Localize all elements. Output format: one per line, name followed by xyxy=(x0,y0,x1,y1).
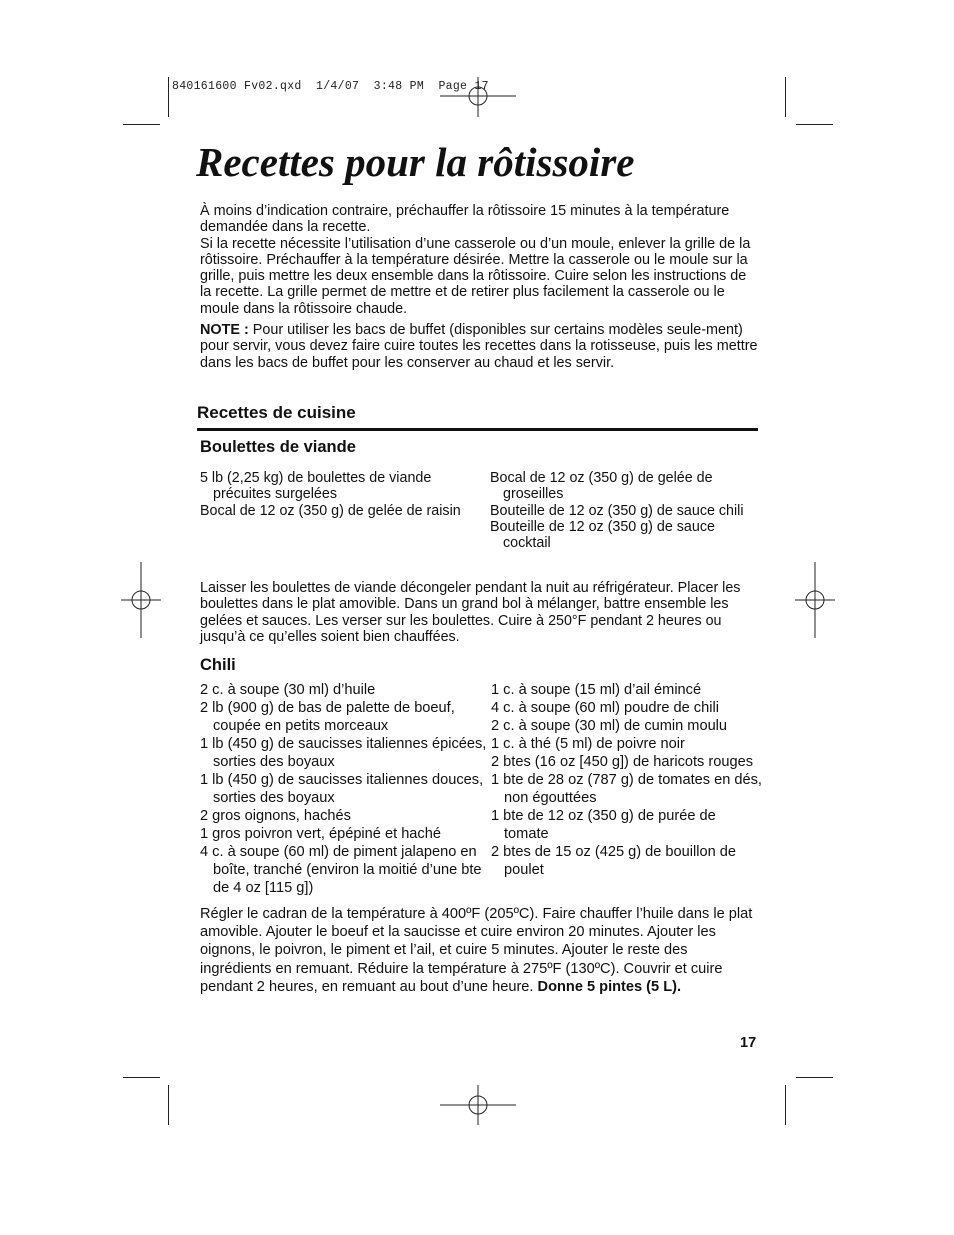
note-label: NOTE : xyxy=(200,322,249,339)
ingredient-item: 4 c. à soupe (60 ml) de piment jalapeno en boîte, tranché (environ la moitié d’une bte de 4 oz [115 g]) xyxy=(200,844,482,896)
instructions-chili xyxy=(200,905,760,996)
page-number: 17 xyxy=(740,1035,757,1051)
ingredient-item: 2 lb (900 g) de bas de palette de boeuf, coupée en petits morceaux xyxy=(200,700,455,734)
ingredient-item: Bouteille de 12 oz (350 g) de sauce cocktail xyxy=(490,518,715,552)
registration-mark-right-icon xyxy=(795,562,835,638)
ingredient-item: 4 c. à soupe (60 ml) poudre de chili xyxy=(491,700,719,716)
ingredient-item: 2 btes de 15 oz (425 g) de bouillon de poulet xyxy=(491,844,737,878)
ingredient-item: 2 gros oignons, hachés xyxy=(200,808,351,824)
note-text: Pour utiliser les bacs de buffet (disponibles sur certains modèles seule-ment) pour servir, vous devez faire cuire toutes les recettes dans la rotisseuse, puis les mettre dans les bacs de buffet pour les conserver au chaud et les servir. xyxy=(200,322,758,371)
ingredient-item: 1 lb (450 g) de saucisses italiennes épicées, sorties des boyaux xyxy=(200,736,487,770)
ingredients-left-chili xyxy=(200,681,492,897)
registration-mark-bottom-icon xyxy=(440,1085,516,1125)
ingredients-right-chili xyxy=(491,681,763,879)
ingredient-item: 1 lb (450 g) de saucisses italiennes douces, sorties des boyaux xyxy=(200,772,484,806)
ingredient-item: 1 bte de 28 oz (787 g) de tomates en dés, non égouttées xyxy=(491,772,762,806)
intro xyxy=(200,203,760,371)
ingredient-item: 1 gros poivron vert, épépiné et haché xyxy=(200,826,441,842)
ingredient-item: Bouteille de 12 oz (350 g) de sauce chili xyxy=(490,502,744,519)
registration-mark-left-icon xyxy=(121,562,161,638)
intro-paragraph-pan: Si la recette nécessite l’utilisation d’une casserole ou d’un moule, enlever la grille de la rôtissoire. Préchauffer à la température désirée. Mettre la casserole ou le moule sur la grille, puis mettre les deux ensemble dans la rôtissoire. Cuire selon les instructions de la recette. La grille permet de mettre et de retirer plus facilement la casserole ou le moule dans la rôtissoire chaude. xyxy=(200,235,751,317)
instructions-chili-text: Régler le cadran de la température à 400ºF (205ºC). Faire chauffer l’huile dans le plat amovible. Ajouter le boeuf et la saucisse et cuire environ 20 minutes. Ajouter les oignons, le poivron, le piment et l’ail, et cuire 5 minutes. Ajouter le reste des ingrédients en remuant. Réduire la température à 275ºF (130ºC). Couvrir et cuire pendant 2 heures, en remuant au bout d’une heure. xyxy=(200,906,753,995)
section-divider xyxy=(197,428,758,431)
page-title: Recettes pour la rôtissoire xyxy=(196,139,635,185)
ingredient-item: 1 bte de 12 oz (350 g) de purée de tomate xyxy=(491,808,716,842)
intro-note xyxy=(200,322,760,371)
recipe-title-boulettes: Boulettes de viande xyxy=(200,438,356,456)
printer-slug: 840161600 Fv02.qxd 1/4/07 3:48 PM Page 17 xyxy=(172,80,489,93)
yield-chili: Donne 5 pintes (5 L). xyxy=(537,978,682,995)
ingredient-item: 2 c. à soupe (30 ml) d’huile xyxy=(200,682,376,698)
intro-paragraph-preheat: À moins d’indication contraire, préchauffer la rôtissoire 15 minutes à la température demandée dans la recette. xyxy=(200,203,730,236)
ingredient-item: Bocal de 12 oz (350 g) de gelée de groseilles xyxy=(490,470,713,503)
recipe-title-chili: Chili xyxy=(200,656,236,674)
section-title: Recettes de cuisine xyxy=(197,403,356,422)
registration-mark-top-icon xyxy=(440,77,516,117)
ingredients-left-boulettes xyxy=(200,470,485,519)
instructions-boulettes: Laisser les boulettes de viande décongeler pendant la nuit au réfrigérateur. Placer les boulettes dans le plat amovible. Dans un grand bol à mélanger, battre ensemble les gelées et sauces. Les verser sur les boulettes. Cuire à 250°F pendant 2 heures ou jusqu’à ce qu’elles soient bien chauffées. xyxy=(200,580,741,645)
ingredients-right-boulettes xyxy=(490,470,760,551)
ingredient-item: 1 c. à thé (5 ml) de poivre noir xyxy=(491,736,685,752)
ingredient-item: 5 lb (2,25 kg) de boulettes de viande précuites surgelées xyxy=(200,470,432,503)
ingredient-item: 1 c. à soupe (15 ml) d’ail émincé xyxy=(491,682,702,698)
ingredient-item: Bocal de 12 oz (350 g) de gelée de raisin xyxy=(200,502,461,519)
ingredient-item: 2 c. à soupe (30 ml) de cumin moulu xyxy=(491,718,728,734)
ingredient-item: 2 btes (16 oz [450 g]) de haricots rouges xyxy=(491,754,754,770)
